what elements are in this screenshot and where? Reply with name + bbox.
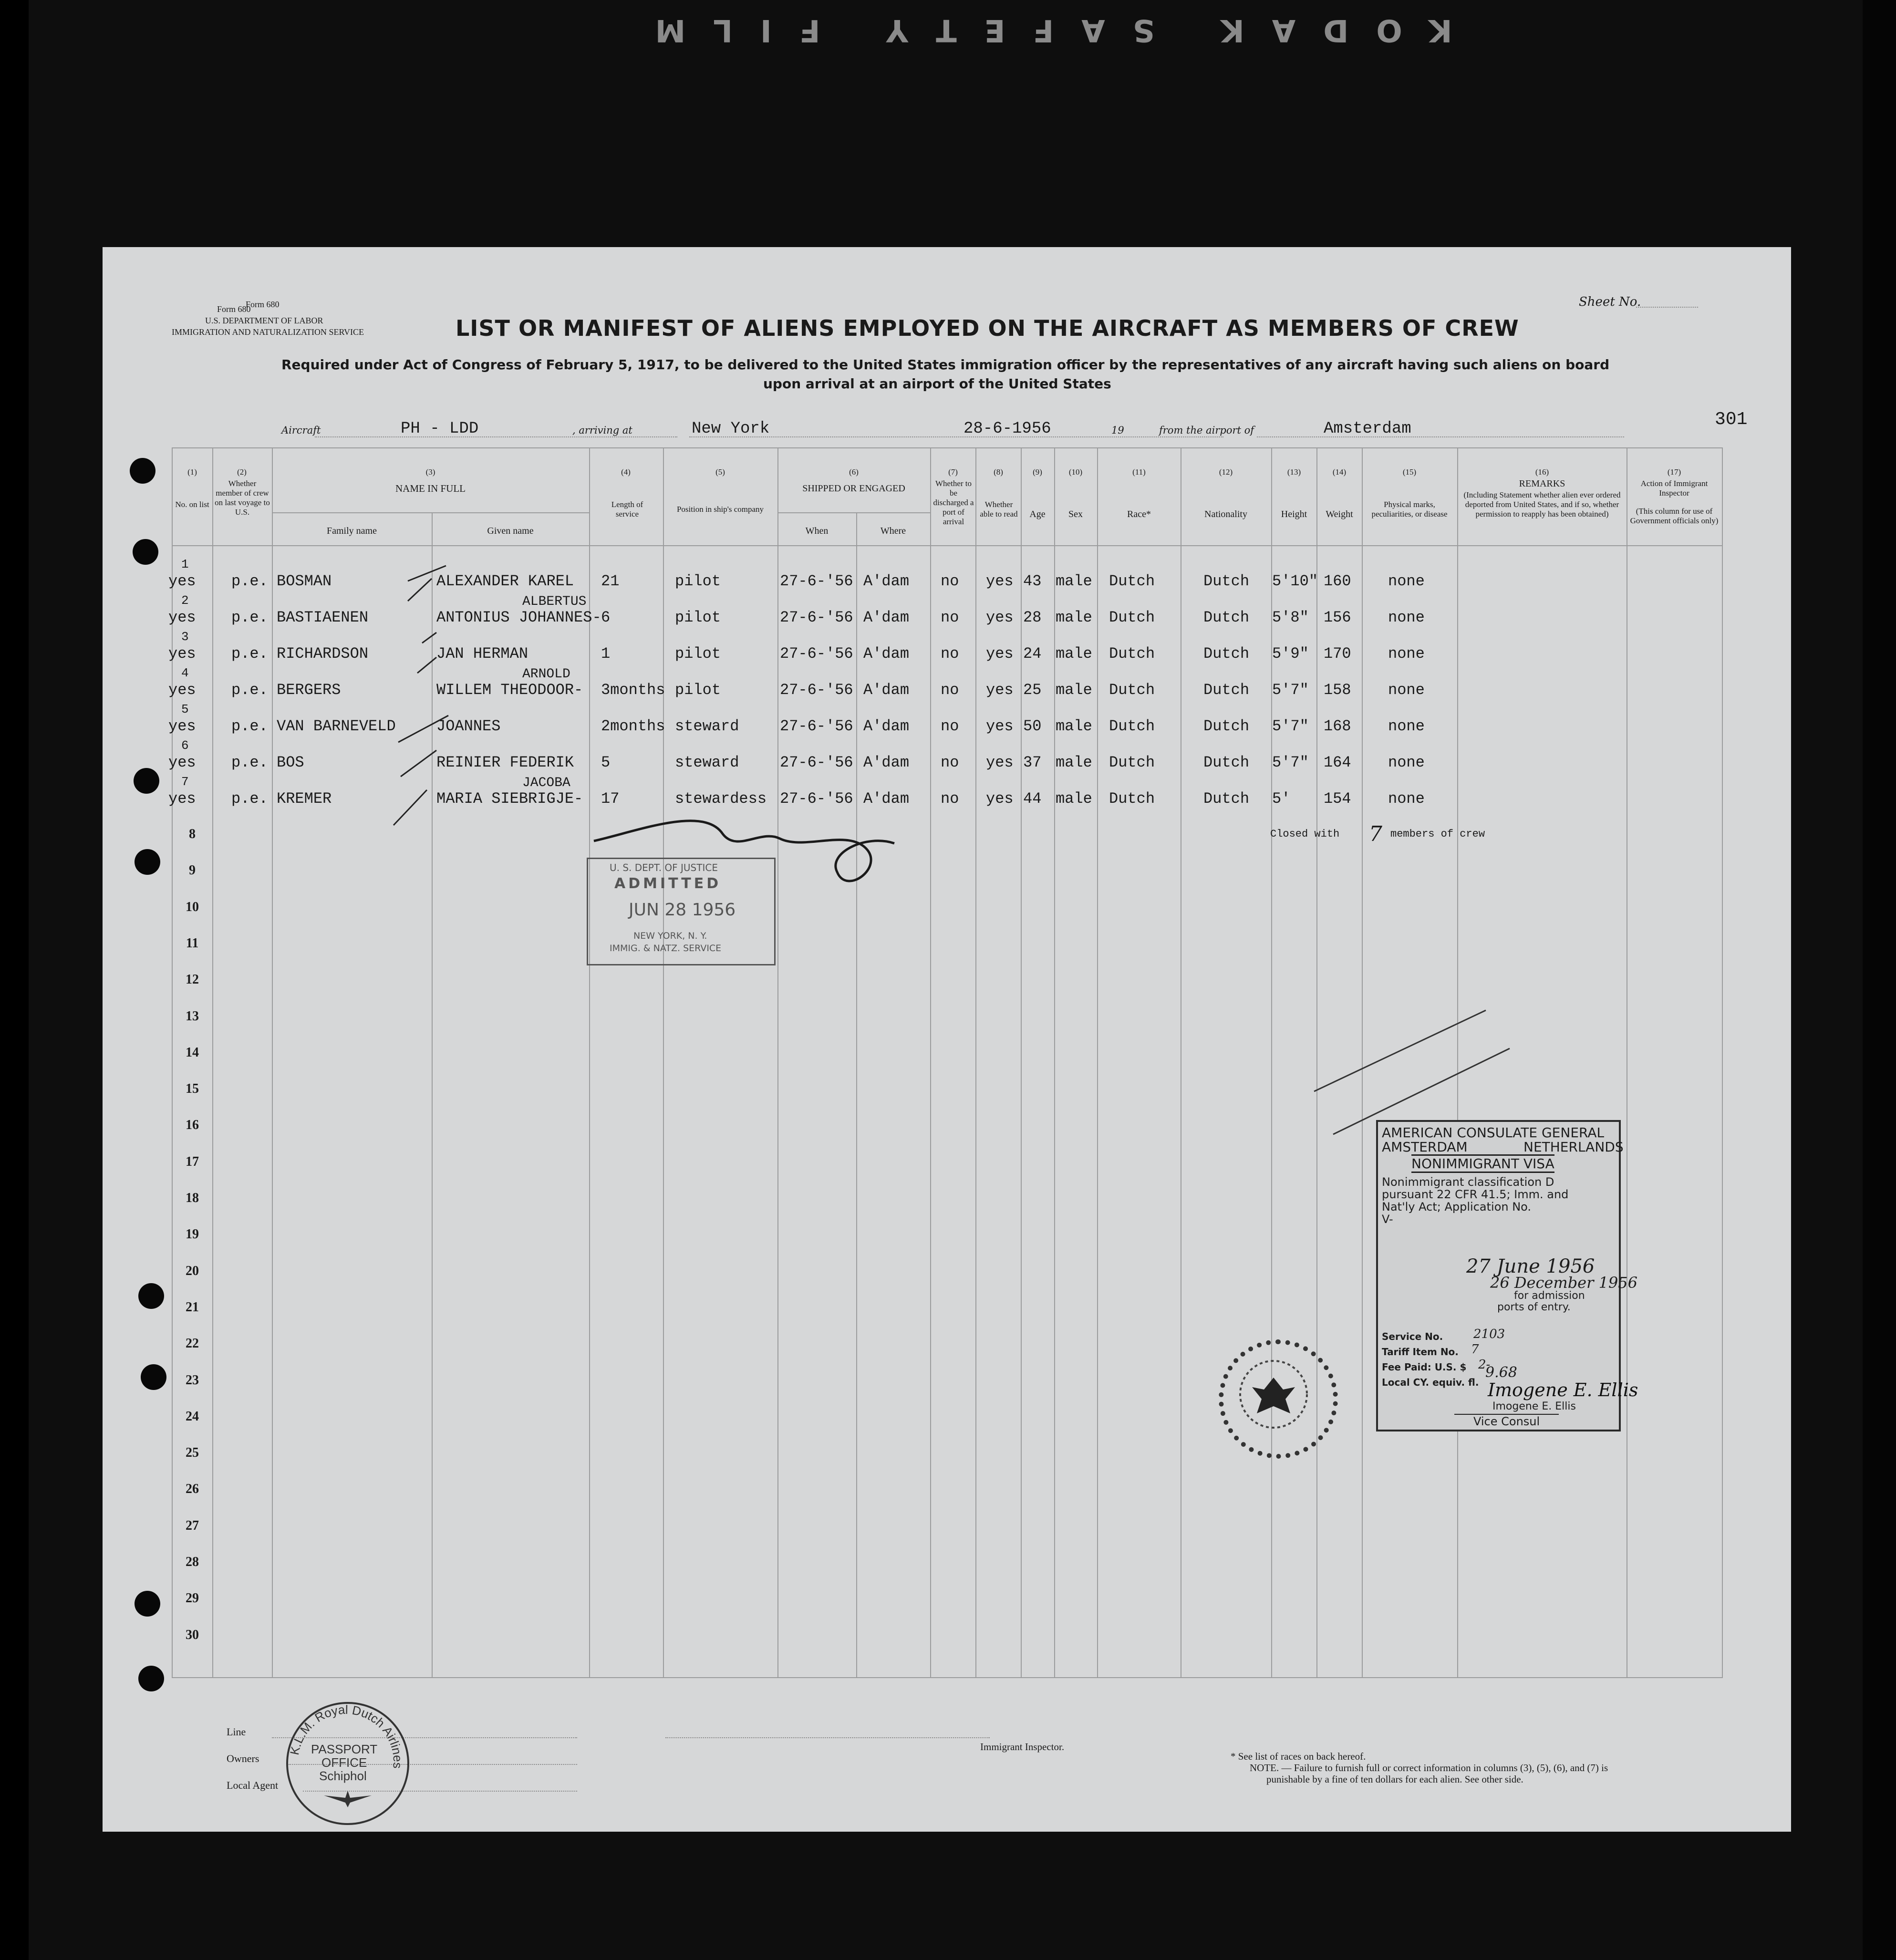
crew-prev-voyage: yes	[168, 681, 196, 699]
crew-member-code: p.e.	[231, 572, 268, 590]
crew-able-to-read: yes	[986, 681, 1014, 699]
col-17-subheader: (This column for use of Government officials only)	[1630, 507, 1719, 525]
crew-member-code: p.e.	[231, 754, 268, 771]
crew-member-code: p.e.	[231, 681, 268, 699]
col-3-num: (3)	[425, 467, 435, 477]
crew-shipped-when: 27-6-'56	[780, 572, 853, 590]
consul-printed-name: Imogene E. Ellis	[1492, 1400, 1576, 1412]
crew-age: 43	[1023, 572, 1042, 590]
crew-length-of-service: 6	[601, 609, 611, 626]
admitted-stamp	[587, 858, 776, 965]
crew-position: steward	[675, 754, 739, 771]
col-3-header: NAME IN FULL	[395, 483, 466, 494]
visa-date-issued: 27 June 1956	[1466, 1255, 1595, 1277]
klm-ring-text: K.L.M. Royal Dutch Airlines	[287, 1702, 405, 1769]
col-14-num: (14)	[1332, 467, 1347, 477]
col-6a-header: When	[805, 526, 829, 536]
crew-race: Dutch	[1109, 609, 1155, 626]
crew-race: Dutch	[1109, 572, 1155, 590]
crew-able-to-read: yes	[986, 717, 1014, 735]
crew-given-name: MARIA SIEBRIGJE-	[436, 790, 583, 808]
fee-label: Fee Paid: U.S. $	[1382, 1361, 1467, 1373]
footer-note-3: punishable by a fine of ten dollars for each alien. See other side.	[1266, 1773, 1523, 1785]
crew-weight: 164	[1324, 754, 1351, 771]
visa-line-8: for admission	[1514, 1290, 1585, 1302]
closing-prefix: Closed with	[1270, 828, 1340, 840]
list-item-number: 11	[186, 935, 199, 951]
aircraft-label: Aircraft	[281, 425, 321, 436]
crew-able-to-read: yes	[986, 790, 1014, 808]
from-airport: Amsterdam	[1324, 420, 1411, 438]
crew-race: Dutch	[1109, 790, 1155, 808]
crew-shipped-where: A'dam	[863, 790, 910, 808]
col-9-num: (9)	[1033, 467, 1042, 477]
service-no-label: Service No.	[1382, 1331, 1443, 1342]
crew-sex: male	[1056, 754, 1092, 771]
crew-discharged: no	[941, 645, 959, 663]
crew-shipped-where: A'dam	[863, 681, 910, 699]
col-16-subheader: (Including Statement whether alien ever ordered deported from United States, and if so, whether permission to reapply has been obtained)	[1463, 490, 1621, 519]
crew-race: Dutch	[1109, 681, 1155, 699]
col-6-header: SHIPPED OR ENGAGED	[802, 483, 905, 494]
form-subtitle-1: Required under Act of Congress of February 5, 1917, to be delivered to the United States immigration officer by the representatives of any aircraft having such aliens on board	[281, 357, 1610, 373]
klm-wings-icon	[321, 1786, 374, 1810]
crew-sex: male	[1056, 717, 1092, 735]
crew-prev-voyage: yes	[168, 645, 196, 663]
crew-height: 5'	[1272, 790, 1291, 808]
crew-sex: male	[1056, 681, 1092, 699]
crew-shipped-when: 27-6-'56	[780, 645, 853, 663]
punch-hole	[135, 1591, 160, 1617]
department: U.S. DEPARTMENT OF LABOR	[205, 316, 323, 325]
service-no: 2103	[1473, 1327, 1505, 1341]
crew-given-name: JAN HERMAN	[436, 645, 528, 663]
col-6-num: (6)	[849, 467, 859, 477]
crew-position: stewardess	[675, 790, 767, 808]
punch-hole	[130, 458, 155, 484]
list-item-number: 19	[186, 1227, 199, 1242]
crew-position: pilot	[675, 645, 721, 663]
consul-title: Vice Consul	[1454, 1414, 1559, 1428]
film-edge-text: KODAK SAFETY FILM	[627, 12, 1452, 48]
crew-family-name: VAN BARNEVELD	[277, 717, 396, 735]
crew-physical-marks: none	[1388, 645, 1425, 663]
crew-given-name: WILLEM THEODOOR-	[436, 681, 583, 699]
crew-discharged: no	[941, 717, 959, 735]
col-11-header: Race*	[1127, 509, 1151, 519]
aircraft-id: PH - LDD	[401, 420, 479, 438]
list-item-number: 30	[186, 1627, 199, 1642]
col-7-header: Whether to be discharged a port of arrival	[933, 479, 974, 526]
consulate-seal	[1219, 1339, 1338, 1459]
eagle-icon	[1223, 1344, 1324, 1444]
crew-given-name-extra: JACOBA	[522, 776, 570, 790]
crew-able-to-read: yes	[986, 645, 1014, 663]
col-6b-header: Where	[880, 526, 906, 536]
visa-line-5: pursuant 22 CFR 41.5; Imm. and	[1382, 1188, 1569, 1201]
crew-length-of-service: 1	[601, 645, 611, 663]
list-item-number: 17	[186, 1154, 199, 1169]
crew-physical-marks: none	[1388, 681, 1425, 699]
col-10-num: (10)	[1068, 467, 1083, 477]
crew-given-name: JOANNES	[436, 717, 501, 735]
crew-given-name: REINIER FEDERIK	[436, 754, 574, 771]
crew-nationality: Dutch	[1203, 681, 1250, 699]
footer-note-2: NOTE. — Failure to furnish full or correct information in columns (3), (5), (6), and (7) is	[1250, 1762, 1608, 1773]
list-item-number: 9	[189, 863, 196, 878]
klm-schiphol: Schiphol	[319, 1769, 367, 1783]
list-item-number: 15	[186, 1081, 199, 1097]
crew-family-name: BASTIAENEN	[277, 609, 369, 626]
punch-hole	[134, 768, 159, 794]
crew-length-of-service: 21	[601, 572, 620, 590]
list-item-number: 23	[186, 1372, 199, 1388]
crew-prev-voyage: yes	[168, 754, 196, 771]
crew-sex: male	[1056, 572, 1092, 590]
form-number: Form 680	[246, 300, 280, 309]
arrival-date: 28-6-1956	[964, 420, 1051, 438]
footer-inspector-label: Immigrant Inspector.	[980, 1741, 1065, 1753]
from-label: from the airport of	[1159, 425, 1254, 436]
col-14-header: Weight	[1326, 509, 1353, 519]
list-item-number: 28	[186, 1555, 199, 1569]
year-label: 19	[1111, 425, 1124, 436]
crew-shipped-when: 27-6-'56	[780, 717, 853, 735]
col-5-num: (5)	[715, 467, 725, 477]
col-17-header: Action of Immigrant Inspector	[1640, 479, 1708, 498]
col-16-header: REMARKS	[1519, 478, 1565, 489]
punch-hole	[138, 1666, 164, 1691]
crew-family-name: BOS	[277, 754, 304, 771]
visa-line-2a: AMSTERDAM	[1382, 1139, 1468, 1155]
col-9-header: Age	[1029, 509, 1046, 519]
crew-shipped-where: A'dam	[863, 754, 910, 771]
col-2-num: (2)	[237, 467, 247, 477]
list-item-number: 10	[186, 899, 199, 914]
crew-nationality: Dutch	[1203, 754, 1250, 771]
footer-agent-label: Local Agent	[227, 1779, 279, 1791]
crew-nationality: Dutch	[1203, 572, 1250, 590]
crew-line-number: 4	[181, 666, 189, 680]
col-4-num: (4)	[621, 467, 631, 477]
crew-position: pilot	[675, 681, 721, 699]
list-item-number: 13	[186, 1008, 199, 1024]
footer-line-label: Line	[227, 1726, 246, 1738]
crew-height: 5'10"	[1272, 572, 1318, 590]
crew-family-name: RICHARDSON	[277, 645, 369, 663]
col-12-header: Nationality	[1204, 509, 1247, 519]
crew-line-number: 2	[181, 593, 189, 608]
crew-shipped-when: 27-6-'56	[780, 754, 853, 771]
crew-height: 5'9"	[1272, 645, 1309, 663]
crew-age: 24	[1023, 645, 1042, 663]
consul-signature: Imogene E. Ellis	[1488, 1379, 1638, 1400]
visa-line-2b: NETHERLANDS	[1523, 1139, 1624, 1155]
crew-shipped-where: A'dam	[863, 572, 910, 590]
crew-nationality: Dutch	[1203, 790, 1250, 808]
crew-line-number: 3	[181, 630, 189, 644]
col-7-num: (7)	[948, 467, 958, 477]
klm-office: OFFICE	[321, 1755, 367, 1770]
crew-shipped-where: A'dam	[863, 717, 910, 735]
punch-hole	[141, 1364, 166, 1390]
col-1-header: No. on list	[175, 500, 209, 509]
footer-note-1: * See list of races on back hereof.	[1231, 1751, 1366, 1762]
col-13-header: Height	[1281, 509, 1307, 519]
visa-line-4: Nonimmigrant classification D	[1382, 1175, 1554, 1189]
pencil-check-marks	[103, 247, 1791, 1832]
manifest-form	[103, 247, 1791, 1832]
crew-height: 5'7"	[1272, 681, 1309, 699]
tariff-value: 7	[1471, 1342, 1479, 1357]
crew-position: pilot	[675, 572, 721, 590]
col-4-header: Length of service	[611, 500, 643, 519]
crew-weight: 170	[1324, 645, 1351, 663]
crew-family-name: BOSMAN	[277, 572, 332, 590]
crew-nationality: Dutch	[1203, 609, 1250, 626]
crew-race: Dutch	[1109, 717, 1155, 735]
crew-shipped-when: 27-6-'56	[780, 790, 853, 808]
list-item-number: 24	[186, 1409, 199, 1424]
admitted-date: JUN 28 1956	[629, 900, 736, 920]
crew-discharged: no	[941, 754, 959, 771]
crew-family-name: KREMER	[277, 790, 332, 808]
crew-discharged: no	[941, 609, 959, 626]
crew-height: 5'8"	[1272, 609, 1309, 626]
crew-physical-marks: none	[1388, 609, 1425, 626]
crew-position: pilot	[675, 609, 721, 626]
crew-physical-marks: none	[1388, 572, 1425, 590]
crew-height: 5'7"	[1272, 717, 1309, 735]
film-edge-right	[1863, 0, 1896, 1960]
crew-given-name-extra: ARNOLD	[522, 667, 570, 682]
crew-member-code: p.e.	[231, 645, 268, 663]
crew-able-to-read: yes	[986, 754, 1014, 771]
crew-physical-marks: none	[1388, 790, 1425, 808]
col-15-num: (15)	[1402, 467, 1417, 477]
visa-line-7: V-	[1382, 1213, 1393, 1226]
form-number-label: Form 680	[217, 304, 251, 314]
visa-line-1: AMERICAN CONSULATE GENERAL	[1382, 1125, 1605, 1141]
crew-nationality: Dutch	[1203, 717, 1250, 735]
col-15-header: Physical marks, peculiarities, or disease	[1371, 500, 1448, 519]
visa-line-9: ports of entry.	[1497, 1301, 1571, 1313]
col-8-header: Whether able to read	[980, 500, 1018, 519]
crew-height: 5'7"	[1272, 754, 1309, 771]
form-subtitle-2: upon arrival at an airport of the United States	[763, 376, 1111, 392]
admitted-place: NEW YORK, N. Y.	[633, 931, 707, 941]
crew-age: 37	[1023, 754, 1042, 771]
footer-owners-label: Owners	[227, 1753, 259, 1764]
visa-line-6: Nat'ly Act; Application No.	[1382, 1200, 1532, 1213]
local-equiv-value: 9.68	[1485, 1364, 1517, 1381]
list-item-number: 21	[186, 1299, 199, 1315]
list-item-number: 22	[186, 1336, 199, 1351]
klm-passport: PASSPORT	[311, 1742, 378, 1756]
col-1-num: (1)	[187, 467, 197, 477]
col-5-header: Position in ship's company	[676, 505, 764, 514]
form-title: LIST OR MANIFEST OF ALIENS EMPLOYED ON THE AIRCRAFT AS MEMBERS OF CREW	[456, 315, 1519, 341]
col-2-header: Whether member of crew on last voyage to U.S.	[215, 479, 270, 517]
tariff-label: Tariff Item No.	[1382, 1346, 1459, 1358]
list-item-number: 18	[186, 1191, 199, 1205]
crew-length-of-service: 5	[601, 754, 611, 771]
crew-weight: 160	[1324, 572, 1351, 590]
list-item-number: 26	[186, 1482, 199, 1497]
crew-shipped-where: A'dam	[863, 609, 910, 626]
closing-count: 7	[1369, 822, 1382, 846]
list-item-number: 8	[189, 827, 196, 841]
col-16-num: (16)	[1535, 467, 1549, 477]
list-item-number: 29	[186, 1591, 199, 1606]
list-item-number: 12	[186, 972, 199, 987]
list-item-number: 14	[186, 1045, 199, 1060]
closing-suffix: members of crew	[1390, 828, 1485, 840]
fee-value: 2-	[1478, 1358, 1491, 1372]
crew-line-number: 7	[181, 775, 189, 789]
crew-discharged: no	[941, 681, 959, 699]
klm-stamp	[286, 1702, 409, 1825]
col-10-header: Sex	[1068, 509, 1083, 519]
local-equiv-label: Local CY. equiv. fl.	[1382, 1377, 1479, 1388]
crew-weight: 156	[1324, 609, 1351, 626]
visa-line-3: NONIMMIGRANT VISA	[1411, 1154, 1554, 1173]
crew-prev-voyage: yes	[168, 717, 196, 735]
crew-discharged: no	[941, 790, 959, 808]
crew-able-to-read: yes	[986, 572, 1014, 590]
crew-member-code: p.e.	[231, 609, 268, 626]
col-12-num: (12)	[1219, 467, 1233, 477]
admitted-dept: U. S. DEPT. OF JUSTICE	[610, 862, 718, 873]
col-17-num: (17)	[1667, 467, 1681, 477]
crew-physical-marks: none	[1388, 754, 1425, 771]
crew-position: steward	[675, 717, 739, 735]
list-item-number: 16	[186, 1118, 199, 1133]
crew-family-name: BERGERS	[277, 681, 341, 699]
admitted-status: ADMITTED	[614, 875, 722, 892]
crew-age: 25	[1023, 681, 1042, 699]
crew-age: 28	[1023, 609, 1042, 626]
crew-shipped-when: 27-6-'56	[780, 681, 853, 699]
page-number: 301	[1715, 409, 1748, 430]
service-name: IMMIGRATION AND NATURALIZATION SERVICE	[172, 327, 364, 337]
film-edge-left	[0, 0, 29, 1960]
col-3a-header: Family name	[327, 526, 377, 536]
crew-able-to-read: yes	[986, 609, 1014, 626]
crew-weight: 168	[1324, 717, 1351, 735]
list-item-number: 25	[186, 1445, 199, 1461]
punch-hole	[135, 849, 160, 875]
crew-line-number: 1	[181, 557, 189, 571]
crew-member-code: p.e.	[231, 790, 268, 808]
crew-prev-voyage: yes	[168, 572, 196, 590]
crew-member-code: p.e.	[231, 717, 268, 735]
col-3b-header: Given name	[487, 526, 534, 536]
crew-shipped-when: 27-6-'56	[780, 609, 853, 626]
crew-nationality: Dutch	[1203, 645, 1250, 663]
arriving-at: New York	[692, 420, 770, 438]
crew-race: Dutch	[1109, 645, 1155, 663]
list-item-number: 27	[186, 1518, 199, 1533]
sheet-no-label: Sheet No.	[1579, 295, 1641, 309]
col-8-num: (8)	[994, 467, 1003, 477]
crew-line-number: 6	[181, 738, 189, 753]
visa-valid-until: 26 December 1956	[1490, 1274, 1638, 1292]
visa-stamp	[1376, 1120, 1638, 1431]
crew-age: 44	[1023, 790, 1042, 808]
crew-prev-voyage: yes	[168, 790, 196, 808]
col-11-num: (11)	[1132, 467, 1146, 477]
crew-length-of-service: 2months	[601, 717, 665, 735]
punch-hole	[138, 1283, 164, 1309]
punch-hole	[133, 539, 158, 565]
crew-given-name-extra: ALBERTUS	[522, 594, 587, 609]
crew-race: Dutch	[1109, 754, 1155, 771]
crew-line-number: 5	[181, 702, 189, 716]
crew-given-name: ANTONIUS JOHANNES-	[436, 609, 601, 626]
crew-discharged: no	[941, 572, 959, 590]
crew-sex: male	[1056, 609, 1092, 626]
crew-weight: 158	[1324, 681, 1351, 699]
arriving-label: , arriving at	[572, 425, 632, 436]
crew-physical-marks: none	[1388, 717, 1425, 735]
crew-sex: male	[1056, 645, 1092, 663]
crew-sex: male	[1056, 790, 1092, 808]
admitted-service: IMMIG. & NATZ. SERVICE	[610, 943, 722, 954]
crew-shipped-where: A'dam	[863, 645, 910, 663]
crew-prev-voyage: yes	[168, 609, 196, 626]
crew-length-of-service: 17	[601, 790, 620, 808]
crew-weight: 154	[1324, 790, 1351, 808]
crew-given-name: ALEXANDER KAREL	[436, 572, 574, 590]
col-13-num: (13)	[1287, 467, 1301, 477]
list-item-number: 20	[186, 1263, 199, 1278]
crew-length-of-service: 3months	[601, 681, 665, 699]
crew-age: 50	[1023, 717, 1042, 735]
